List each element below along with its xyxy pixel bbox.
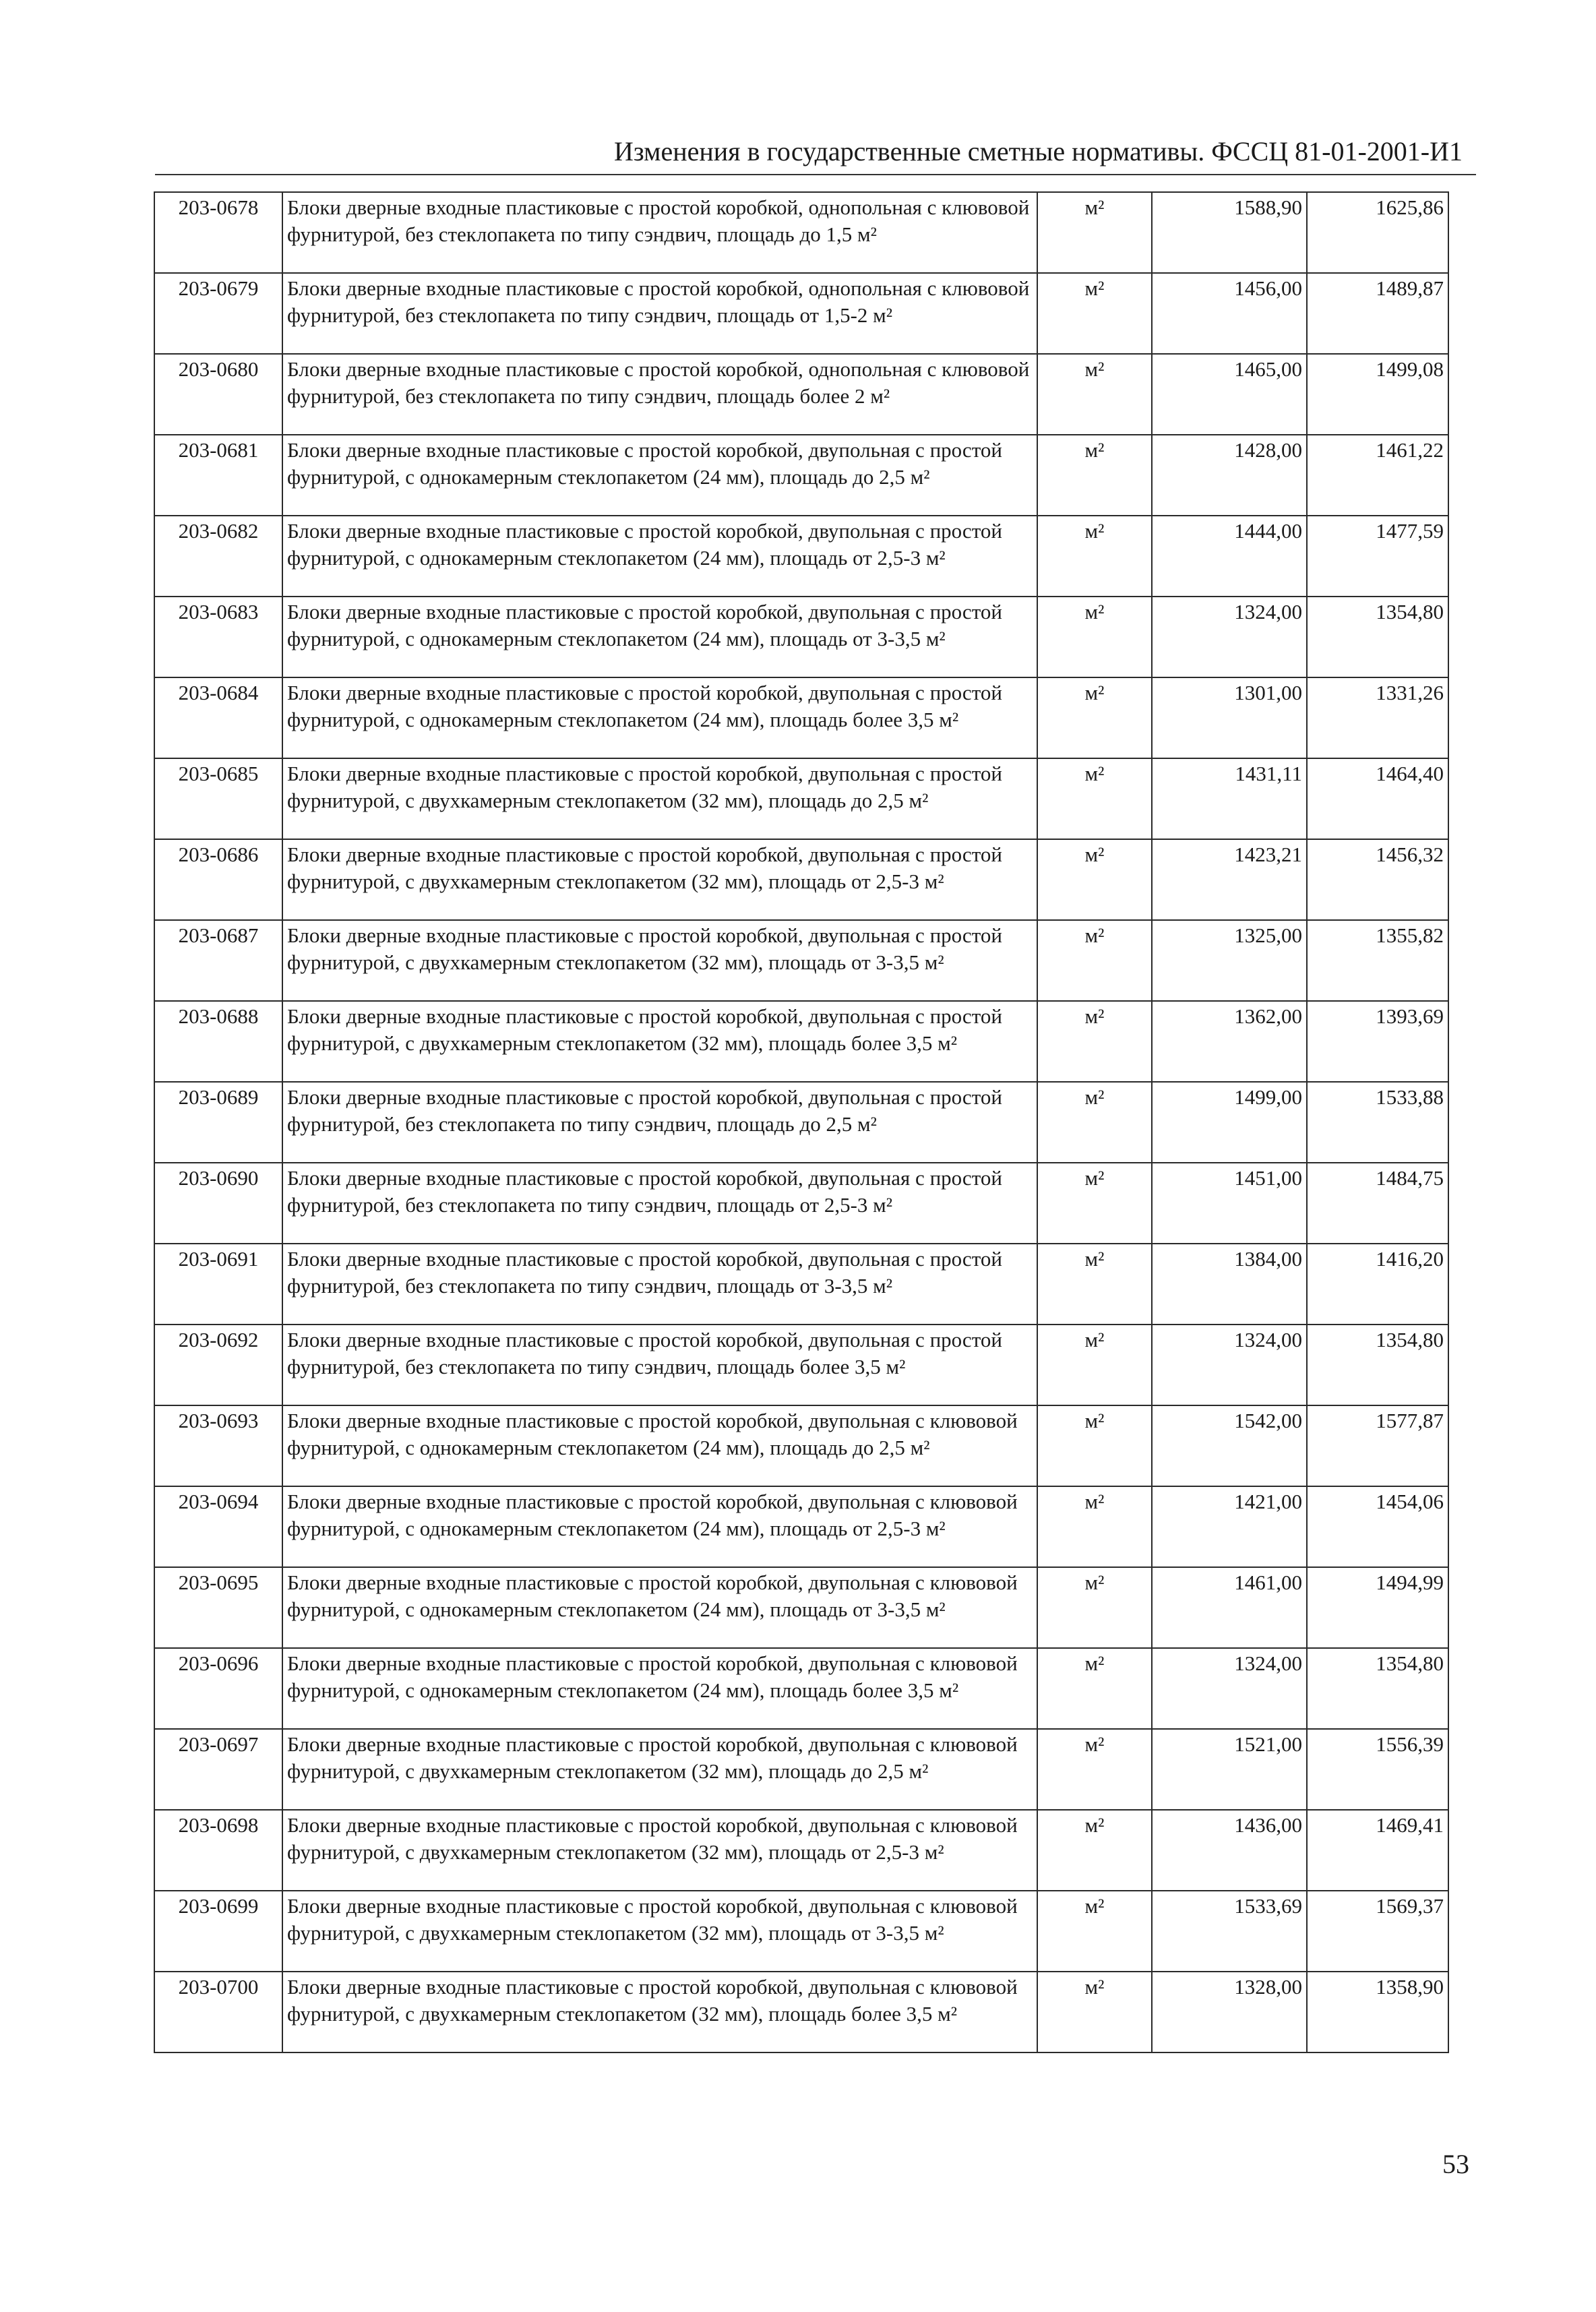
row-price-2: 1477,59 bbox=[1307, 516, 1448, 597]
row-code: 203-0679 bbox=[154, 273, 282, 354]
row-unit: м² bbox=[1037, 1163, 1152, 1244]
row-unit: м² bbox=[1037, 1001, 1152, 1082]
row-code: 203-0685 bbox=[154, 758, 282, 839]
row-price-1: 1324,00 bbox=[1152, 1325, 1307, 1405]
row-price-1: 1362,00 bbox=[1152, 1001, 1307, 1082]
row-price-2: 1569,37 bbox=[1307, 1891, 1448, 1972]
row-name: Блоки дверные входные пластиковые с простой коробкой, двупольная с простой фурнитурой, с двухкамерным стеклопакетом (32 мм), площадь от 3-3,5 м² bbox=[282, 920, 1037, 1001]
row-price-2: 1331,26 bbox=[1307, 677, 1448, 758]
row-code: 203-0683 bbox=[154, 597, 282, 677]
row-price-1: 1301,00 bbox=[1152, 677, 1307, 758]
row-name: Блоки дверные входные пластиковые с простой коробкой, двупольная с простой фурнитурой, с однокамерным стеклопакетом (24 мм), площадь более 3,5 м² bbox=[282, 677, 1037, 758]
row-name: Блоки дверные входные пластиковые с простой коробкой, двупольная с клювовой фурнитурой, с двухкамерным стеклопакетом (32 мм), площадь от 2,5-3 м² bbox=[282, 1810, 1037, 1891]
row-price-2: 1454,06 bbox=[1307, 1486, 1448, 1567]
row-code: 203-0684 bbox=[154, 677, 282, 758]
table-row bbox=[154, 1405, 1448, 1486]
row-price-2: 1464,40 bbox=[1307, 758, 1448, 839]
row-name: Блоки дверные входные пластиковые с простой коробкой, двупольная с клювовой фурнитурой, с однокамерным стеклопакетом (24 мм), площадь до 2,5 м² bbox=[282, 1405, 1037, 1486]
row-price-2: 1358,90 bbox=[1307, 1972, 1448, 2052]
row-unit: м² bbox=[1037, 1082, 1152, 1163]
table-row bbox=[154, 1082, 1448, 1163]
row-price-1: 1521,00 bbox=[1152, 1729, 1307, 1810]
row-price-1: 1444,00 bbox=[1152, 516, 1307, 597]
row-price-2: 1354,80 bbox=[1307, 597, 1448, 677]
row-unit: м² bbox=[1037, 1891, 1152, 1972]
row-price-2: 1484,75 bbox=[1307, 1163, 1448, 1244]
row-name: Блоки дверные входные пластиковые с простой коробкой, двупольная с клювовой фурнитурой, с однокамерным стеклопакетом (24 мм), площадь от 2,5-3 м² bbox=[282, 1486, 1037, 1567]
row-name: Блоки дверные входные пластиковые с простой коробкой, двупольная с клювовой фурнитурой, с двухкамерным стеклопакетом (32 мм), площадь до 2,5 м² bbox=[282, 1729, 1037, 1810]
table-row bbox=[154, 1810, 1448, 1891]
row-price-1: 1461,00 bbox=[1152, 1567, 1307, 1648]
table-row bbox=[154, 1648, 1448, 1729]
row-code: 203-0689 bbox=[154, 1082, 282, 1163]
row-price-2: 1556,39 bbox=[1307, 1729, 1448, 1810]
header-rule bbox=[155, 174, 1476, 175]
row-price-2: 1469,41 bbox=[1307, 1810, 1448, 1891]
row-code: 203-0694 bbox=[154, 1486, 282, 1567]
row-name: Блоки дверные входные пластиковые с простой коробкой, двупольная с простой фурнитурой, с двухкамерным стеклопакетом (32 мм), площадь от 2,5-3 м² bbox=[282, 839, 1037, 920]
price-table bbox=[154, 191, 1449, 2053]
row-price-2: 1494,99 bbox=[1307, 1567, 1448, 1648]
row-price-1: 1465,00 bbox=[1152, 354, 1307, 435]
row-name: Блоки дверные входные пластиковые с простой коробкой, двупольная с простой фурнитурой, с однокамерным стеклопакетом (24 мм), площадь от 3-3,5 м² bbox=[282, 597, 1037, 677]
row-price-2: 1354,80 bbox=[1307, 1325, 1448, 1405]
row-price-1: 1588,90 bbox=[1152, 192, 1307, 273]
row-unit: м² bbox=[1037, 920, 1152, 1001]
row-name: Блоки дверные входные пластиковые с простой коробкой, двупольная с простой фурнитурой, с однокамерным стеклопакетом (24 мм), площадь от 2,5-3 м² bbox=[282, 516, 1037, 597]
row-price-1: 1421,00 bbox=[1152, 1486, 1307, 1567]
row-price-2: 1499,08 bbox=[1307, 354, 1448, 435]
row-unit: м² bbox=[1037, 1405, 1152, 1486]
row-unit: м² bbox=[1037, 1486, 1152, 1567]
row-unit: м² bbox=[1037, 435, 1152, 516]
table-row bbox=[154, 273, 1448, 354]
row-name: Блоки дверные входные пластиковые с простой коробкой, двупольная с простой фурнитурой, без стеклопакета по типу сэндвич, площадь до 2,5 м² bbox=[282, 1082, 1037, 1163]
row-price-2: 1533,88 bbox=[1307, 1082, 1448, 1163]
row-name: Блоки дверные входные пластиковые с простой коробкой, двупольная с простой фурнитурой, с двухкамерным стеклопакетом (32 мм), площадь до 2,5 м² bbox=[282, 758, 1037, 839]
row-unit: м² bbox=[1037, 273, 1152, 354]
row-code: 203-0697 bbox=[154, 1729, 282, 1810]
row-name: Блоки дверные входные пластиковые с простой коробкой, двупольная с простой фурнитурой, без стеклопакета по типу сэндвич, площадь более 3,5 м² bbox=[282, 1325, 1037, 1405]
row-price-1: 1533,69 bbox=[1152, 1891, 1307, 1972]
row-price-1: 1325,00 bbox=[1152, 920, 1307, 1001]
row-price-2: 1577,87 bbox=[1307, 1405, 1448, 1486]
row-code: 203-0687 bbox=[154, 920, 282, 1001]
table-row bbox=[154, 1972, 1448, 2052]
row-price-2: 1625,86 bbox=[1307, 192, 1448, 273]
row-unit: м² bbox=[1037, 758, 1152, 839]
row-price-2: 1456,32 bbox=[1307, 839, 1448, 920]
row-price-1: 1324,00 bbox=[1152, 1648, 1307, 1729]
row-name: Блоки дверные входные пластиковые с простой коробкой, двупольная с простой фурнитурой, с двухкамерным стеклопакетом (32 мм), площадь более 3,5 м² bbox=[282, 1001, 1037, 1082]
row-code: 203-0688 bbox=[154, 1001, 282, 1082]
row-price-2: 1489,87 bbox=[1307, 273, 1448, 354]
row-unit: м² bbox=[1037, 1972, 1152, 2052]
row-price-1: 1456,00 bbox=[1152, 273, 1307, 354]
table-row bbox=[154, 435, 1448, 516]
row-code: 203-0693 bbox=[154, 1405, 282, 1486]
row-name: Блоки дверные входные пластиковые с простой коробкой, двупольная с простой фурнитурой, с однокамерным стеклопакетом (24 мм), площадь до 2,5 м² bbox=[282, 435, 1037, 516]
table-row bbox=[154, 1244, 1448, 1325]
row-name: Блоки дверные входные пластиковые с простой коробкой, двупольная с клювовой фурнитурой, с двухкамерным стеклопакетом (32 мм), площадь более 3,5 м² bbox=[282, 1972, 1037, 2052]
row-price-1: 1328,00 bbox=[1152, 1972, 1307, 2052]
table-row bbox=[154, 192, 1448, 273]
row-name: Блоки дверные входные пластиковые с простой коробкой, двупольная с простой фурнитурой, без стеклопакета по типу сэндвич, площадь от 2,5-3 м² bbox=[282, 1163, 1037, 1244]
row-price-1: 1428,00 bbox=[1152, 435, 1307, 516]
table-row bbox=[154, 677, 1448, 758]
table-row bbox=[154, 1325, 1448, 1405]
row-unit: м² bbox=[1037, 1244, 1152, 1325]
row-code: 203-0680 bbox=[154, 354, 282, 435]
row-code: 203-0699 bbox=[154, 1891, 282, 1972]
row-price-1: 1423,21 bbox=[1152, 839, 1307, 920]
row-price-1: 1384,00 bbox=[1152, 1244, 1307, 1325]
row-unit: м² bbox=[1037, 1567, 1152, 1648]
row-unit: м² bbox=[1037, 1729, 1152, 1810]
table-row bbox=[154, 354, 1448, 435]
row-code: 203-0678 bbox=[154, 192, 282, 273]
table-row bbox=[154, 516, 1448, 597]
table-row bbox=[154, 1163, 1448, 1244]
row-code: 203-0700 bbox=[154, 1972, 282, 2052]
row-name: Блоки дверные входные пластиковые с простой коробкой, двупольная с клювовой фурнитурой, с однокамерным стеклопакетом (24 мм), площадь более 3,5 м² bbox=[282, 1648, 1037, 1729]
row-name: Блоки дверные входные пластиковые с простой коробкой, однопольная с клювовой фурнитурой, без стеклопакета по типу сэндвич, площадь более 2 м² bbox=[282, 354, 1037, 435]
row-code: 203-0695 bbox=[154, 1567, 282, 1648]
row-code: 203-0681 bbox=[154, 435, 282, 516]
row-name: Блоки дверные входные пластиковые с простой коробкой, однопольная с клювовой фурнитурой, без стеклопакета по типу сэндвич, площадь от 1,5-2 м² bbox=[282, 273, 1037, 354]
table-row bbox=[154, 1729, 1448, 1810]
row-code: 203-0698 bbox=[154, 1810, 282, 1891]
row-unit: м² bbox=[1037, 597, 1152, 677]
table-row bbox=[154, 1001, 1448, 1082]
row-unit: м² bbox=[1037, 192, 1152, 273]
row-code: 203-0692 bbox=[154, 1325, 282, 1405]
row-unit: м² bbox=[1037, 1648, 1152, 1729]
row-unit: м² bbox=[1037, 516, 1152, 597]
table-row bbox=[154, 597, 1448, 677]
row-code: 203-0691 bbox=[154, 1244, 282, 1325]
table-row bbox=[154, 758, 1448, 839]
row-code: 203-0682 bbox=[154, 516, 282, 597]
row-price-1: 1451,00 bbox=[1152, 1163, 1307, 1244]
row-price-2: 1461,22 bbox=[1307, 435, 1448, 516]
row-price-2: 1355,82 bbox=[1307, 920, 1448, 1001]
row-price-1: 1499,00 bbox=[1152, 1082, 1307, 1163]
row-unit: м² bbox=[1037, 354, 1152, 435]
row-code: 203-0690 bbox=[154, 1163, 282, 1244]
row-unit: м² bbox=[1037, 677, 1152, 758]
price-table-body bbox=[154, 192, 1448, 2052]
row-price-1: 1542,00 bbox=[1152, 1405, 1307, 1486]
row-price-2: 1416,20 bbox=[1307, 1244, 1448, 1325]
row-name: Блоки дверные входные пластиковые с простой коробкой, двупольная с клювовой фурнитурой, с однокамерным стеклопакетом (24 мм), площадь от 3-3,5 м² bbox=[282, 1567, 1037, 1648]
table-row bbox=[154, 839, 1448, 920]
table-row bbox=[154, 1486, 1448, 1567]
row-name: Блоки дверные входные пластиковые с простой коробкой, однопольная с клювовой фурнитурой, без стеклопакета по типу сэндвич, площадь до 1,5 м² bbox=[282, 192, 1037, 273]
table-row bbox=[154, 1567, 1448, 1648]
row-code: 203-0686 bbox=[154, 839, 282, 920]
row-unit: м² bbox=[1037, 1325, 1152, 1405]
row-price-1: 1436,00 bbox=[1152, 1810, 1307, 1891]
row-name: Блоки дверные входные пластиковые с простой коробкой, двупольная с простой фурнитурой, без стеклопакета по типу сэндвич, площадь от 3-3,5 м² bbox=[282, 1244, 1037, 1325]
row-name: Блоки дверные входные пластиковые с простой коробкой, двупольная с клювовой фурнитурой, с двухкамерным стеклопакетом (32 мм), площадь от 3-3,5 м² bbox=[282, 1891, 1037, 1972]
page-header: Изменения в государственные сметные нормативы. ФССЦ 81-01-2001-И1 bbox=[614, 136, 1463, 166]
row-unit: м² bbox=[1037, 839, 1152, 920]
row-code: 203-0696 bbox=[154, 1648, 282, 1729]
row-price-1: 1431,11 bbox=[1152, 758, 1307, 839]
page-number: 53 bbox=[1442, 2149, 1469, 2179]
row-price-2: 1393,69 bbox=[1307, 1001, 1448, 1082]
row-price-1: 1324,00 bbox=[1152, 597, 1307, 677]
row-unit: м² bbox=[1037, 1810, 1152, 1891]
row-price-2: 1354,80 bbox=[1307, 1648, 1448, 1729]
table-row bbox=[154, 920, 1448, 1001]
table-row bbox=[154, 1891, 1448, 1972]
